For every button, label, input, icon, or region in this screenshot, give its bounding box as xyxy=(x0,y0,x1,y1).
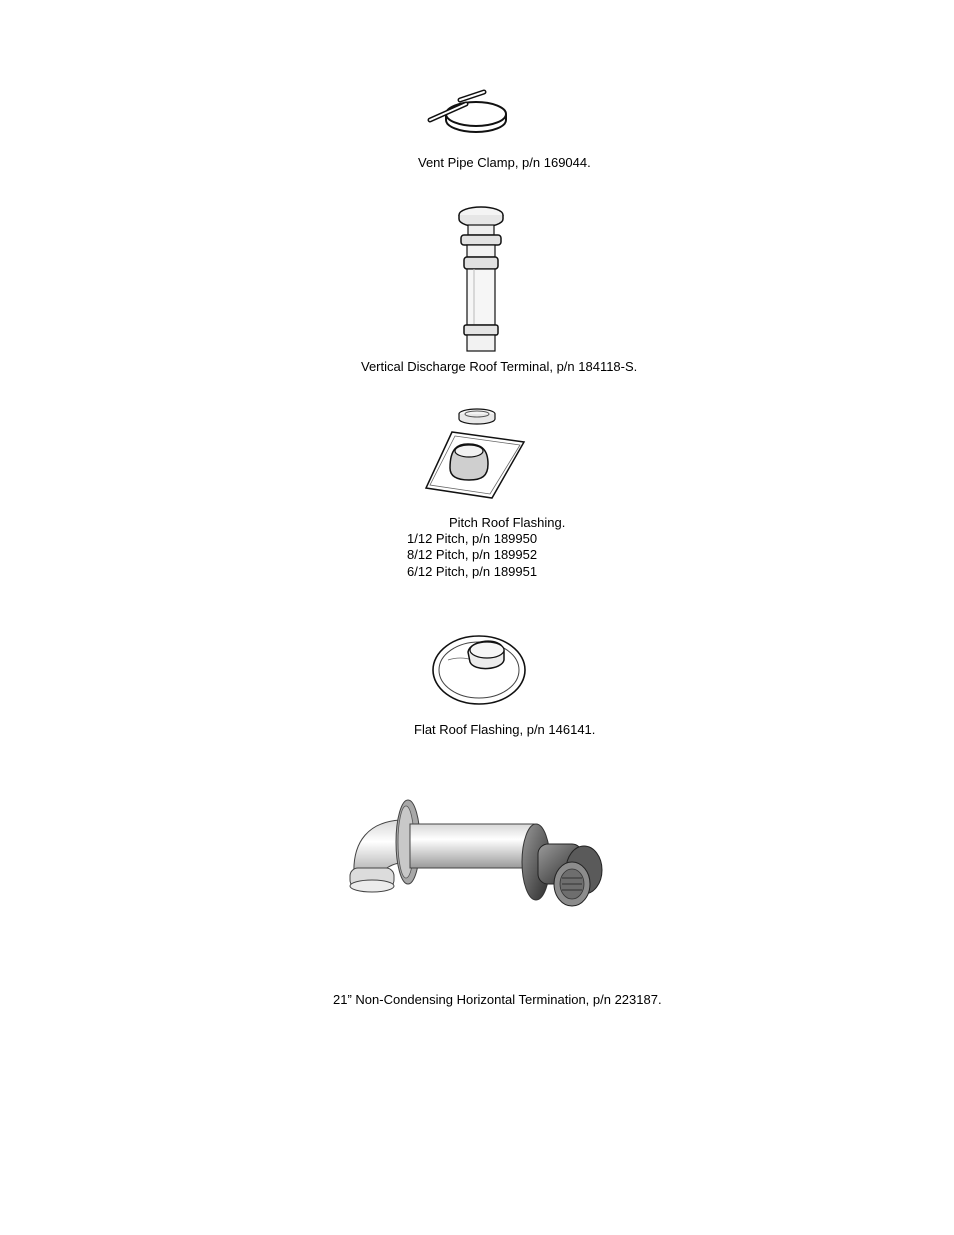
flat-roof-flashing-caption: Flat Roof Flashing, p/n 146141. xyxy=(414,722,596,737)
vertical-roof-terminal-caption: Vertical Discharge Roof Terminal, p/n 184118-S. xyxy=(361,359,638,374)
pitch-option-line: 1/12 Pitch, p/n 189950 xyxy=(407,531,538,546)
pitch-roof-flashing-icon xyxy=(422,406,528,500)
vertical-roof-terminal-icon xyxy=(450,203,512,355)
pitch-roof-flashing-caption: Pitch Roof Flashing. xyxy=(449,515,566,530)
vent-pipe-clamp-caption: Vent Pipe Clamp, p/n 169044. xyxy=(418,155,591,170)
horizontal-termination-caption: 21” Non-Condensing Horizontal Termination, p/n 223187. xyxy=(333,992,662,1007)
vent-pipe-clamp-icon xyxy=(422,88,512,140)
flat-roof-flashing-icon xyxy=(430,630,528,710)
horizontal-termination-icon xyxy=(340,796,610,922)
pitch-option-line: 6/12 Pitch, p/n 189951 xyxy=(407,564,538,579)
pitch-option-line: 8/12 Pitch, p/n 189952 xyxy=(407,547,538,562)
